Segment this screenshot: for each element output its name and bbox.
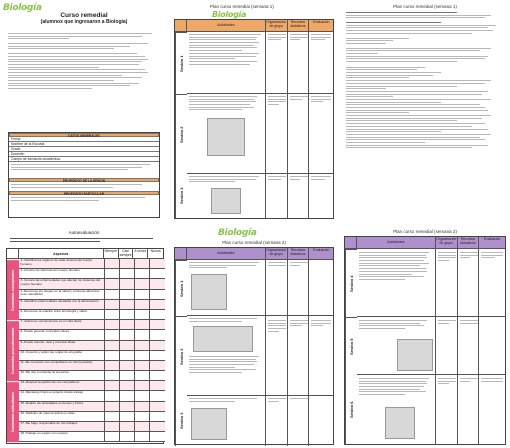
table-row: [19, 371, 165, 381]
rating-cell[interactable]: [150, 320, 165, 330]
rating-cell[interactable]: [135, 361, 150, 371]
page-header: Plan curso remedial (semana 2): [393, 229, 457, 234]
table-header-row: [7, 249, 163, 259]
rating-cell[interactable]: [105, 391, 120, 401]
table-row: [19, 300, 165, 310]
rating-cell[interactable]: [120, 290, 135, 300]
rating-cell[interactable]: [120, 422, 135, 432]
aspect-label: 8.-Puedo generar conceptos claves: [19, 330, 105, 340]
aspect-label: 4.-Reconoce los riesgos en la salud y consume alimentos poco saludables: [19, 290, 105, 300]
group-label: Contenidos actitudinales: [7, 381, 19, 442]
page-top-right: [340, 0, 510, 222]
rating-cell[interactable]: [150, 351, 165, 361]
rating-cell[interactable]: [120, 341, 135, 351]
rating-cell[interactable]: [135, 432, 150, 442]
aspect-label: 6.-Reconoce la relación entre tecnología y salud: [19, 310, 105, 320]
column-header: Siempre: [104, 249, 119, 259]
table-row: [19, 351, 165, 361]
page-bottom-left: [0, 226, 168, 448]
rating-cell[interactable]: [135, 391, 150, 401]
table-body: [7, 259, 163, 442]
rating-cell[interactable]: [105, 300, 120, 310]
rating-cell[interactable]: [120, 432, 135, 442]
rating-cell[interactable]: [120, 402, 135, 412]
rating-cell[interactable]: [135, 259, 150, 269]
rating-cell[interactable]: [135, 371, 150, 381]
field-row: Grado: [9, 147, 159, 152]
section-header: PROPÓSITO PARTICULAR: [9, 191, 159, 195]
rating-cell[interactable]: [150, 300, 165, 310]
page-top-middle: [170, 0, 338, 222]
rating-cell[interactable]: [120, 412, 135, 422]
rating-cell[interactable]: [135, 351, 150, 361]
rating-cell[interactable]: [135, 300, 150, 310]
table-row: [19, 290, 165, 300]
session-row: [175, 94, 333, 174]
page-top-left: [0, 0, 168, 222]
rating-cell[interactable]: [150, 290, 165, 300]
rating-cell[interactable]: [105, 402, 120, 412]
rating-cell[interactable]: [135, 422, 150, 432]
column-header: Actividades: [187, 248, 266, 260]
evaluation-group: [7, 320, 163, 381]
session-row: [345, 375, 505, 445]
rating-cell[interactable]: [150, 391, 165, 401]
rating-cell[interactable]: [120, 351, 135, 361]
column-header: Organización de grupo: [436, 237, 458, 249]
aspect-label: 12.-Me doy a entender al presentar: [19, 371, 105, 381]
table-row: [19, 320, 165, 330]
rating-cell[interactable]: [105, 412, 120, 422]
rating-cell[interactable]: [105, 259, 120, 269]
table-row: [19, 381, 165, 391]
session-label: Sesión 5: [345, 317, 357, 375]
rating-cell[interactable]: [135, 412, 150, 422]
biology-logo: Biología: [212, 10, 247, 19]
rating-cell[interactable]: [105, 341, 120, 351]
particular-text: [9, 195, 159, 204]
general-data-table: [8, 132, 160, 218]
session-row: [175, 316, 333, 396]
column-header: Actividades: [187, 20, 266, 32]
rating-cell[interactable]: [120, 259, 135, 269]
rating-cell[interactable]: [135, 310, 150, 320]
evaluation-group: [7, 259, 163, 320]
aspect-label: 17.-Me hago responsable de mis trabajos: [19, 422, 105, 432]
plan-table: [344, 236, 506, 445]
organs-figure: [191, 274, 227, 310]
rating-cell[interactable]: [105, 269, 120, 279]
rating-cell[interactable]: [135, 320, 150, 330]
organ-figure: [397, 339, 433, 371]
intro-text: [8, 33, 160, 91]
column-header: Recursos didácticos: [458, 237, 480, 249]
anatomy-figure: [207, 118, 245, 156]
rating-cell[interactable]: [105, 330, 120, 340]
page-header: Plan curso remedial (semana 1): [210, 4, 274, 9]
purpose-text: [9, 182, 159, 191]
aspect-label: 1.-Identifica los órganos de cada sistema del cuerpo humano: [19, 259, 105, 269]
rating-cell[interactable]: [120, 330, 135, 340]
table-row: [19, 432, 165, 442]
table-row: [19, 310, 165, 320]
biology-logo: Biología: [3, 3, 42, 13]
column-header: Organización de grupo: [266, 20, 288, 32]
table-header-row: [175, 248, 333, 260]
session-row: [175, 32, 333, 94]
rating-cell[interactable]: [150, 330, 165, 340]
field-row: Fecha: [9, 137, 159, 142]
rating-cell[interactable]: [135, 402, 150, 412]
session-label: Sesión 4: [345, 249, 357, 317]
rating-cell[interactable]: [120, 320, 135, 330]
rating-cell[interactable]: [150, 432, 165, 442]
column-header: Recursos didácticos: [288, 248, 310, 260]
rating-cell[interactable]: [120, 381, 135, 391]
aspect-label: 9.-Puedo resumir, usar y conectar ideas: [19, 341, 105, 351]
rating-cell[interactable]: [135, 330, 150, 340]
aspect-label: 13.-Respeto la opinión de mis compañeros: [19, 381, 105, 391]
column-header: Evaluación: [479, 237, 505, 249]
field-row: Nombre de la Escuela: [9, 142, 159, 147]
page-header: Autoevaluación: [68, 230, 100, 235]
table-row: [19, 391, 165, 401]
session-label: Sesión 2: [175, 94, 187, 174]
session-row: [175, 260, 333, 316]
rating-cell[interactable]: [150, 310, 165, 320]
aspect-label: 18.-Trabajo en equipo con respeto: [19, 432, 105, 442]
rating-cell[interactable]: [150, 341, 165, 351]
table-row: [19, 361, 165, 371]
evaluation-group: [7, 381, 163, 442]
aspect-label: 16.-Participo de manera activa en clase: [19, 412, 105, 422]
rating-cell[interactable]: [150, 279, 165, 289]
column-header: Recursos didácticos: [288, 20, 310, 32]
rating-cell[interactable]: [105, 422, 120, 432]
aspect-label: 7.-Aplica los conocimientos en mi vida diaria: [19, 320, 105, 330]
self-evaluation-table: [6, 248, 164, 444]
rating-cell[interactable]: [120, 269, 135, 279]
table-header-row: [345, 237, 505, 249]
plan-table: [174, 247, 334, 445]
rating-cell[interactable]: [105, 290, 120, 300]
aspect-label: 14.-Mantengo limpio el espacio donde trabajo: [19, 391, 105, 401]
diagram-figure: [211, 188, 241, 214]
page-header: Plan curso remedial (semana 2): [222, 240, 286, 245]
aspect-label: 2.-Conoce los sistemas del cuerpo humano: [19, 269, 105, 279]
table-row: [19, 269, 165, 279]
column-header: Actividades: [357, 237, 436, 249]
rating-cell[interactable]: [135, 279, 150, 289]
group-label: Contenidos procedimentales: [7, 320, 19, 381]
group-label: Contenidos conceptuales: [7, 259, 19, 320]
rating-cell[interactable]: [120, 310, 135, 320]
worksheet-figure: [193, 326, 253, 352]
rating-cell[interactable]: [150, 259, 165, 269]
rating-cell[interactable]: [105, 381, 120, 391]
system-figure: [385, 407, 415, 439]
column-header: Organización de grupo: [266, 248, 288, 260]
column-header: A veces: [133, 249, 148, 259]
table-row: [19, 330, 165, 340]
table-row: [19, 422, 165, 432]
rating-cell[interactable]: [150, 412, 165, 422]
rating-cell[interactable]: [105, 279, 120, 289]
column-header: Aspectos: [19, 249, 104, 259]
page-header: Plan curso remedial (semana 1): [393, 4, 457, 9]
page-subtitle: (alumnos que ingresaron a Biología): [40, 19, 128, 25]
rating-cell[interactable]: [105, 320, 120, 330]
column-header: Nunca: [148, 249, 163, 259]
session-row: [345, 317, 505, 375]
session-row: [345, 249, 505, 317]
rating-cell[interactable]: [135, 381, 150, 391]
rating-cell[interactable]: [150, 381, 165, 391]
column-header: Evaluación: [309, 20, 333, 32]
table-row: [19, 259, 165, 269]
session-label: Sesión 3: [175, 174, 187, 218]
session-label: Sesión 1: [175, 32, 187, 94]
page-bottom-middle: [170, 226, 338, 448]
instructions: [10, 238, 160, 244]
rating-cell[interactable]: [150, 402, 165, 412]
column-header: Evaluación: [309, 248, 333, 260]
table-header: DATOS GENERALES: [9, 133, 159, 137]
rating-cell[interactable]: [120, 371, 135, 381]
session-row: [175, 396, 333, 446]
table-row: [19, 279, 165, 289]
rating-cell[interactable]: [150, 361, 165, 371]
plan-table: [174, 19, 334, 219]
rating-cell[interactable]: [120, 391, 135, 401]
rating-cell[interactable]: [120, 361, 135, 371]
table-header-row: [175, 20, 333, 32]
rating-cell[interactable]: [120, 279, 135, 289]
aspect-label: 10.-Conozco y aplico las reglas de ortografía: [19, 351, 105, 361]
page-bottom-right: [340, 226, 510, 448]
session-label: Sesión 3: [175, 396, 187, 446]
session-label: Sesión 2: [175, 316, 187, 396]
rating-cell[interactable]: [105, 361, 120, 371]
page-title: Curso remedial: [60, 12, 108, 19]
session-label: Sesión 6: [345, 375, 357, 445]
aspect-label: 5.-Identifica enfermedades causadas con la alimentación: [19, 300, 105, 310]
aspect-label: 15.-Realizo las actividades en tiempo y forma: [19, 402, 105, 412]
rating-cell[interactable]: [105, 371, 120, 381]
rating-cell[interactable]: [150, 269, 165, 279]
cell-figure: [191, 408, 227, 440]
rating-cell[interactable]: [135, 269, 150, 279]
biology-logo: Biología: [218, 228, 257, 238]
rating-cell[interactable]: [105, 432, 120, 442]
rating-cell[interactable]: [135, 290, 150, 300]
rating-cell[interactable]: [135, 341, 150, 351]
session-row: [175, 174, 333, 218]
table-row: [19, 402, 165, 412]
section-header: PROPÓSITO DE LA SESIÓN: [9, 178, 159, 182]
table-row: [19, 412, 165, 422]
rating-cell[interactable]: [150, 371, 165, 381]
rating-cell[interactable]: [105, 351, 120, 361]
table-row: [19, 341, 165, 351]
rating-cell[interactable]: [150, 422, 165, 432]
learning-text: [9, 162, 159, 174]
field-row: Docente:: [9, 152, 159, 157]
session-label: Sesión 1: [175, 260, 187, 316]
text-block: [346, 12, 504, 150]
column-header: Casi siempre: [119, 249, 132, 258]
aspect-label: 3.-Conoce las enfermedades que afectan los sistemas del cuerpo humano: [19, 279, 105, 289]
rating-cell[interactable]: [105, 310, 120, 320]
field-row: Campo de formación académica:: [9, 157, 159, 162]
rating-cell[interactable]: [120, 300, 135, 310]
aspect-label: 11.-Me comunico con compañeros en forma positiva: [19, 361, 105, 371]
